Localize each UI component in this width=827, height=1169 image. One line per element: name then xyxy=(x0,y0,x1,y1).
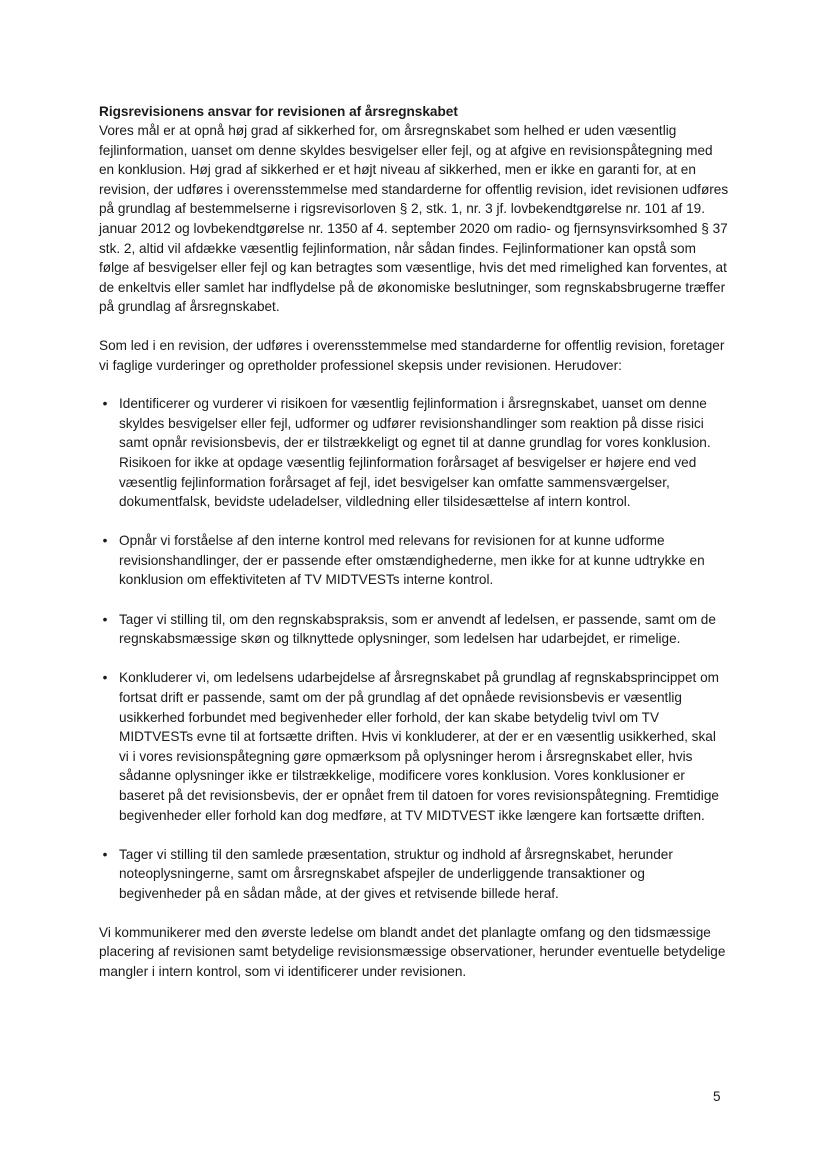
list-item xyxy=(99,531,729,590)
list-item-text: Opnår vi forståelse af den interne kontrol med relevans for revisionen for at kunne udforme revisionshandlinger, der er passende efter omstændighederne, men ikke for at kunne udtrykke en konklusion om effektiviteten af TV MIDTVESTs interne kontrol. xyxy=(119,533,705,588)
section-title: Rigsrevisionens ansvar for revisionen af årsregnskabet xyxy=(99,104,458,119)
spacer xyxy=(99,375,729,394)
closing-paragraph: Vi kommunikerer med den øverste ledelse om blandt andet det planlagte omfang og den tidsmæssige placering af revisionen samt betydelige revisionsmæssige observationer, herunder eventuelle betydelige mangler i intern kontrol, som vi identificerer under revisionen. xyxy=(99,924,726,979)
page-number: 5 xyxy=(713,1089,721,1104)
list-item xyxy=(99,394,729,512)
list-item-text: Tager vi stilling til, om den regnskabspraksis, som er anvendt af ledelsen, er passende, samt om de regnskabsmæssige skøn og tilknyttede oplysninger, som ledelsen har udarbejdet, er rimelige. xyxy=(119,611,716,647)
intro-paragraph: Vores mål er at opnå høj grad af sikkerhed for, om årsregnskabet som helhed er uden væsentlig fejlinformation, uanset om denne skyldes besvigelser eller fejl, og at afgive en revisionspåtegning med en konklusion. Høj grad af sikkerhed er et højt niveau af sikkerhed, men er ikke en garanti for, at en revision, der udføres i overensstemmelse med standarderne for offentlig revision, idet revisionen udføres på grundlag af bestemmelserne i rigsrevisorloven § 2, stk. 1, nr. 3 jf. lovbekendtgørelse nr. 101 af 19. januar 2012 og lovbekendtgørelse nr. 1350 af 4. september 2020 om radio- og fjernsynsvirksomhed § 37 stk. 2, altid vil afdække væsentlig fejlinformation, når sådan findes. Fejlinformationer kan opstå som følge af besvigelser eller fejl og kan betragtes som væsentlige, hvis det med rimelighed kan forventes, at de enkeltvis eller samlet har indflydelse på de økonomiske beslutninger, som regnskabsbrugerne træffer på grundlag af årsregnskabet. xyxy=(99,123,729,315)
list-item xyxy=(99,668,729,825)
document-body xyxy=(99,102,729,981)
list-item-text: Konkluderer vi, om ledelsens udarbejdelse af årsregnskabet på grundlag af regnskabsprincippet om fortsat drift er passende, samt om der på grundlag af det opnåede revisionsbevis er væsentlig usikkerhed forbundet med begivenheder eller forhold, der kan skabe betydelig tvivl om TV MIDTVESTs evne til at fortsætte driften. Hvis vi konkluderer, at der er en væsentlig usikkerhed, skal vi i vores revisionspåtegning gøre opmærksom på oplysninger herom i årsregnskabet eller, hvis sådanne oplysninger ikke er tilstrækkelige, modificere vores konklusion. Vores konklusioner er baseret på det revisionsbevis, der er opnået frem til datoen for vores revisionspåtegning. Fremtidige begivenheder eller forhold kan dog medføre, at TV MIDTVEST ikke længere kan fortsætte driften. xyxy=(119,670,719,823)
bullet-icon: • xyxy=(102,533,108,549)
bullet-icon: • xyxy=(102,670,108,686)
list-item-text: Identificerer og vurderer vi risikoen for væsentlig fejlinformation i årsregnskabet, uanset om denne skyldes besvigelser eller fejl, udformer og udfører revisionshandlinger som reaktion på disse risici samt opnår revisionsbevis, der er tilstrækkeligt og egnet til at danne grundlag for vores konklusion. Risikoen for ikke at opdage væsentlig fejlinformation forårsaget af besvigelser er højere end ved væsentlig fejlinformation forårsaget af fejl, idet besvigelser kan omfatte sammensværgelser, dokumentfalsk, bevidste udeladelser, vildledning eller tilsidesættelse af intern kontrol. xyxy=(119,396,711,510)
spacer xyxy=(99,904,729,923)
bullet-icon: • xyxy=(102,611,108,627)
list-item xyxy=(99,610,729,649)
list-item xyxy=(99,845,729,904)
bullet-icon: • xyxy=(102,846,108,862)
list-item-text: Tager vi stilling til den samlede præsentation, struktur og indhold af årsregnskabet, herunder noteoplysningerne, samt om årsregnskabet afspejler de underliggende transaktioner og begivenheder på en sådan måde, at der gives et retvisende billede heraf. xyxy=(119,846,673,901)
lead-in-paragraph: Som led i en revision, der udføres i overensstemmelse med standarderne for offentlig revision, foretager vi faglige vurderinger og opretholder professionel skepsis under revisionen. Herudover: xyxy=(99,337,725,373)
bullet-list xyxy=(99,394,729,903)
bullet-icon: • xyxy=(102,396,108,412)
spacer xyxy=(99,317,729,336)
